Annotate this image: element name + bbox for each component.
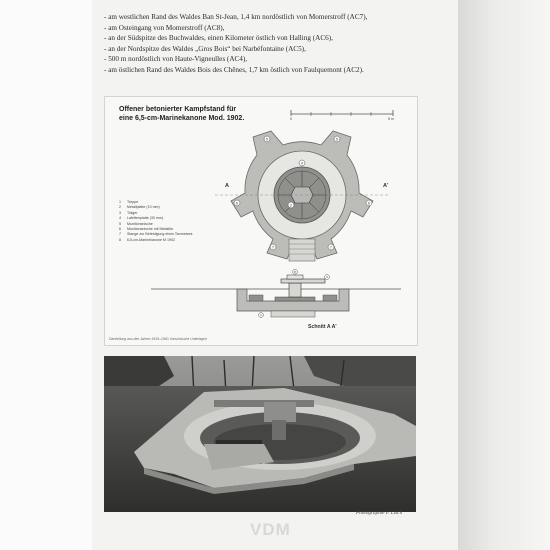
location-item: - am östlichen Rand des Waldes Bois des Chênes, 1,7 km östlich von Faulquemont (AC2). (104, 65, 364, 74)
svg-text:7: 7 (272, 245, 274, 250)
gun-breech (264, 402, 296, 422)
svg-text:8: 8 (294, 269, 296, 274)
platform-section (275, 297, 315, 301)
location-item: - am westlichen Rand des Waldes Ban St-Jean, 1,4 km nordöstlich von Momerstroff (AC7), (104, 13, 368, 21)
section-view-drawing (151, 269, 401, 325)
staircase (289, 239, 315, 261)
scale-start-label: 0 (290, 117, 292, 121)
location-item: - 500 m nordöstlich von Haute-Vigneulles (AC4), (104, 55, 248, 64)
figure-legend (119, 200, 192, 243)
ammo-niche-section (323, 295, 337, 301)
svg-text:5: 5 (266, 137, 268, 142)
svg-text:7: 7 (330, 245, 332, 250)
plan-view-drawing (213, 127, 393, 267)
scale-bar (289, 107, 399, 121)
watermark: VDM (250, 520, 291, 539)
section-label: Schnitt A A' (308, 324, 337, 330)
svg-text:5: 5 (336, 137, 338, 142)
svg-text:1: 1 (260, 313, 262, 318)
svg-text:4: 4 (301, 161, 303, 166)
figure-title-line: Offener betonierter Kampfstand für (119, 106, 237, 113)
ammo-niche-section (249, 295, 263, 301)
location-item: - an der Südspitze des Buchwaldes, einen Kilometer östlich von Halling (AC6), (104, 34, 333, 43)
svg-text:3: 3 (326, 275, 328, 280)
figure-caption: Darstellung aus den Jahren 1939–1940, französische Unterlagen (109, 337, 207, 341)
section-marker-left: A (225, 183, 229, 189)
legend-item: 6 Munitionsnische mit Metalltür (119, 227, 174, 232)
location-list (104, 12, 434, 76)
location-item: - an der Nordspitze des Waldes „Gros Bois“ bei Narbéfontaine (AC5), (104, 44, 306, 53)
svg-text:2: 2 (290, 203, 292, 208)
legend-item: 3 Träger (119, 210, 138, 215)
photo-credit: Photographie F. Lisch (356, 510, 403, 516)
emplacement-photograph (104, 356, 416, 512)
figure-title-line: eine 6,5-cm-Marinekanone Mod. 1902. (119, 115, 245, 122)
legend-item: 5 Munitionsnische (119, 221, 153, 226)
legend-item: 8 6,5-cm-Marinekanone M 1902 (119, 237, 175, 242)
scale-end-label: 5 m (388, 117, 394, 121)
staircase-section (271, 311, 315, 317)
legend-item: 4 Lafettenplatte (30 mm) (119, 216, 164, 221)
svg-text:6: 6 (236, 201, 238, 206)
legend-item: 7 Stange zur Befestigung eines Tarnnetzes (119, 232, 193, 237)
legend-item: 2 Metallplatte (10 mm) (119, 205, 160, 210)
gun-pedestal (272, 420, 286, 440)
gun-barrel (281, 279, 325, 283)
gun-emplacement-figure (104, 96, 418, 346)
gun-section (289, 283, 301, 297)
legend-item: 1 Treppe (119, 200, 139, 204)
svg-text:6: 6 (368, 201, 370, 206)
page-edge-shadow (458, 0, 550, 550)
figure-title (119, 105, 244, 123)
section-marker-right: A' (383, 183, 389, 189)
location-item: - am Osteingang von Momerstroff (AC8), (104, 23, 225, 32)
